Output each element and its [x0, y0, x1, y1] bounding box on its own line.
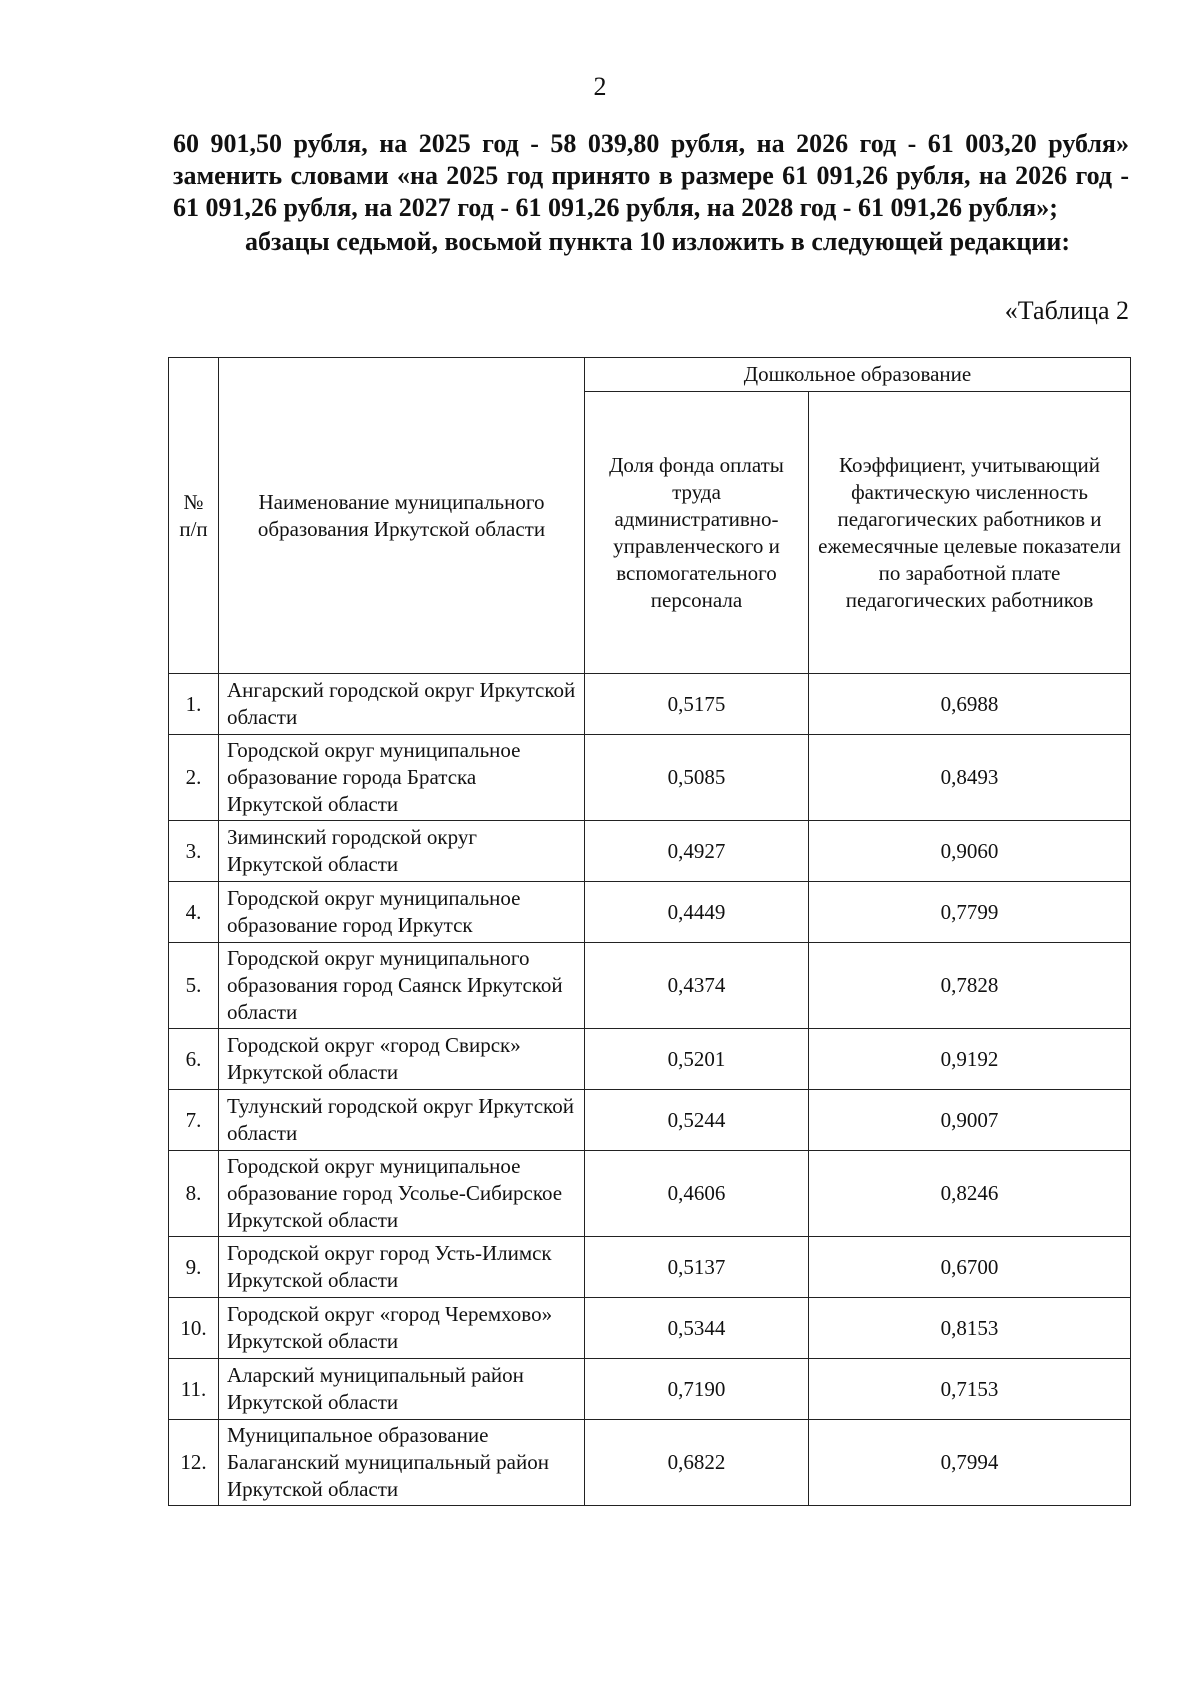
row-municipality-name: Городской округ муниципальное образование город Усолье-Сибирское Иркутской области: [219, 1151, 585, 1237]
header-name: Наименование муниципального образования Иркутской области: [219, 358, 585, 674]
row-coefficient-value: 0,7799: [809, 882, 1131, 943]
row-coefficient-value: 0,6988: [809, 674, 1131, 735]
row-municipality-name: Муниципальное образование Балаганский муниципальный район Иркутской области: [219, 1420, 585, 1506]
row-share-value: 0,6822: [585, 1420, 809, 1506]
row-coefficient-value: 0,7994: [809, 1420, 1131, 1506]
table-row: [169, 1151, 1131, 1237]
table-row: [169, 674, 1131, 735]
row-municipality-name: Городской округ муниципальное образование город Иркутск: [219, 882, 585, 943]
table-row: [169, 1359, 1131, 1420]
row-coefficient-value: 0,9007: [809, 1090, 1131, 1151]
paragraph-instruction: абзацы седьмой, восьмой пункта 10 изложить в следующей редакции:: [245, 227, 1071, 256]
row-coefficient-value: 0,7153: [809, 1359, 1131, 1420]
table-row: [169, 1090, 1131, 1151]
row-share-value: 0,5175: [585, 674, 809, 735]
paragraph-amendment: 60 901,50 рубля, на 2025 год - 58 039,80 рубля, на 2026 год - 61 003,20 рубля» заменить словами «на 2025 год принято в размере 61 091,26 рубля, на 2026 год - 61 091,26 рубля, на 2027 год - 61 091,26 рубля, на 2028 год - 61 091,26 рубля»;: [173, 129, 1129, 222]
row-municipality-name: Городской округ муниципального образования город Саянск Иркутской области: [219, 943, 585, 1029]
row-municipality-name: Городской округ «город Черемхово» Иркутской области: [219, 1298, 585, 1359]
row-number: 10.: [169, 1298, 219, 1359]
row-number: 12.: [169, 1420, 219, 1506]
row-number: 6.: [169, 1029, 219, 1090]
table-row: [169, 821, 1131, 882]
table-row: [169, 1420, 1131, 1506]
row-coefficient-value: 0,9060: [809, 821, 1131, 882]
row-municipality-name: Городской округ «город Свирск» Иркутской области: [219, 1029, 585, 1090]
table-caption: «Таблица 2: [1004, 296, 1129, 325]
row-share-value: 0,4374: [585, 943, 809, 1029]
header-num: № п/п: [169, 358, 219, 674]
row-number: 7.: [169, 1090, 219, 1151]
row-share-value: 0,5244: [585, 1090, 809, 1151]
row-share-value: 0,4449: [585, 882, 809, 943]
row-share-value: 0,5201: [585, 1029, 809, 1090]
row-share-value: 0,5344: [585, 1298, 809, 1359]
row-coefficient-value: 0,9192: [809, 1029, 1131, 1090]
header-coefficient: Коэффициент, учитывающий фактическую численность педагогических работников и ежемесячные целевые показатели по заработной плате педагогических работников: [809, 392, 1131, 674]
row-municipality-name: Зиминский городской округ Иркутской области: [219, 821, 585, 882]
row-coefficient-value: 0,6700: [809, 1237, 1131, 1298]
header-share: Доля фонда оплаты труда административно-управленческого и вспомогательного персонала: [585, 392, 809, 674]
table-row: [169, 1298, 1131, 1359]
row-number: 4.: [169, 882, 219, 943]
row-municipality-name: Ангарский городской округ Иркутской области: [219, 674, 585, 735]
row-municipality-name: Тулунский городской округ Иркутской области: [219, 1090, 585, 1151]
row-number: 2.: [169, 735, 219, 821]
row-number: 8.: [169, 1151, 219, 1237]
row-share-value: 0,4606: [585, 1151, 809, 1237]
table-row: [169, 1029, 1131, 1090]
row-municipality-name: Аларский муниципальный район Иркутской области: [219, 1359, 585, 1420]
row-number: 5.: [169, 943, 219, 1029]
row-number: 3.: [169, 821, 219, 882]
row-coefficient-value: 0,7828: [809, 943, 1131, 1029]
table-row: [169, 1237, 1131, 1298]
table-row: [169, 943, 1131, 1029]
row-number: 1.: [169, 674, 219, 735]
row-share-value: 0,4927: [585, 821, 809, 882]
data-table: [168, 357, 1131, 1506]
row-share-value: 0,7190: [585, 1359, 809, 1420]
table-row: [169, 735, 1131, 821]
header-group: Дошкольное образование: [585, 358, 1131, 392]
table-row: [169, 882, 1131, 943]
page-number: 2: [593, 72, 607, 101]
row-coefficient-value: 0,8153: [809, 1298, 1131, 1359]
row-municipality-name: Городской округ муниципальное образование города Братска Иркутской области: [219, 735, 585, 821]
row-share-value: 0,5085: [585, 735, 809, 821]
table-body: [169, 674, 1131, 1506]
row-number: 9.: [169, 1237, 219, 1298]
row-coefficient-value: 0,8493: [809, 735, 1131, 821]
row-share-value: 0,5137: [585, 1237, 809, 1298]
row-municipality-name: Городской округ город Усть-Илимск Иркутской области: [219, 1237, 585, 1298]
row-number: 11.: [169, 1359, 219, 1420]
row-coefficient-value: 0,8246: [809, 1151, 1131, 1237]
